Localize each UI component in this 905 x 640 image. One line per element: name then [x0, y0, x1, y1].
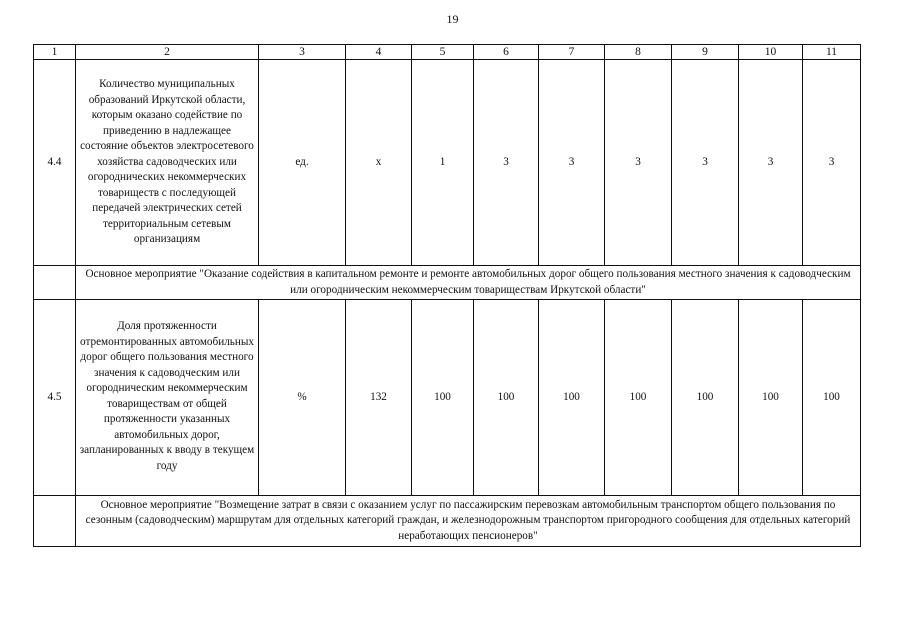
- value-cell: 3: [605, 60, 672, 266]
- row-number: 4.4: [34, 60, 76, 266]
- header-cell: 1: [34, 45, 76, 60]
- empty-cell: [34, 496, 76, 547]
- value-cell: 100: [605, 300, 672, 496]
- header-cell: 6: [474, 45, 539, 60]
- value-cell: 3: [474, 60, 539, 266]
- unit-cell: %: [259, 300, 346, 496]
- header-cell: 9: [672, 45, 739, 60]
- value-cell: 3: [672, 60, 739, 266]
- indicator-name: Количество муниципальных образований Иркутской области, которым оказано содействие по приведению в надлежащее состояние объектов электросетевого хозяйства садоводческих или огороднических некоммерческих товариществ с последующей передачей электрических сетей территориальным сетевым организациям: [76, 60, 259, 266]
- header-cell: 2: [76, 45, 259, 60]
- value-cell: 100: [474, 300, 539, 496]
- value-cell: 100: [539, 300, 605, 496]
- value-cell: 100: [672, 300, 739, 496]
- event-text: Основное мероприятие "Оказание содействия в капитальном ремонте и ремонте автомобильных дорог общего пользования местного значения к садоводческим или огородническим некоммерческим товариществам Иркутской области": [76, 266, 861, 300]
- event-row: [34, 266, 861, 300]
- value-cell: 3: [539, 60, 605, 266]
- header-cell: 10: [739, 45, 803, 60]
- value-cell: х: [346, 60, 412, 266]
- event-text: Основное мероприятие "Возмещение затрат в связи с оказанием услуг по пассажирским перевозкам автомобильным транспортом общего пользования по сезонным (садоводческим) маршрутам для отдельных категорий граждан, и железнодорожным транспортом пригородного сообщения для отдельных категорий неработающих пенсионеров": [76, 496, 861, 547]
- table-row: [34, 60, 861, 266]
- unit-cell: ед.: [259, 60, 346, 266]
- header-cell: 3: [259, 45, 346, 60]
- row-number: 4.5: [34, 300, 76, 496]
- indicators-table: [33, 44, 861, 547]
- empty-cell: [34, 266, 76, 300]
- value-cell: 132: [346, 300, 412, 496]
- value-cell: 100: [412, 300, 474, 496]
- indicator-name: Доля протяженности отремонтированных автомобильных дорог общего пользования местного значения к садоводческим или огородническим некоммерческим товариществам от общей протяженности указанных автомобильных дорог, запланированных к вводу в текущем году: [76, 300, 259, 496]
- table-header-row: [34, 45, 861, 60]
- header-cell: 7: [539, 45, 605, 60]
- value-cell: 100: [739, 300, 803, 496]
- event-row: [34, 496, 861, 547]
- value-cell: 100: [803, 300, 861, 496]
- value-cell: 1: [412, 60, 474, 266]
- table-row: [34, 300, 861, 496]
- header-cell: 5: [412, 45, 474, 60]
- header-cell: 8: [605, 45, 672, 60]
- header-cell: 4: [346, 45, 412, 60]
- value-cell: 3: [803, 60, 861, 266]
- header-cell: 11: [803, 45, 861, 60]
- value-cell: 3: [739, 60, 803, 266]
- page-number: 19: [446, 12, 459, 26]
